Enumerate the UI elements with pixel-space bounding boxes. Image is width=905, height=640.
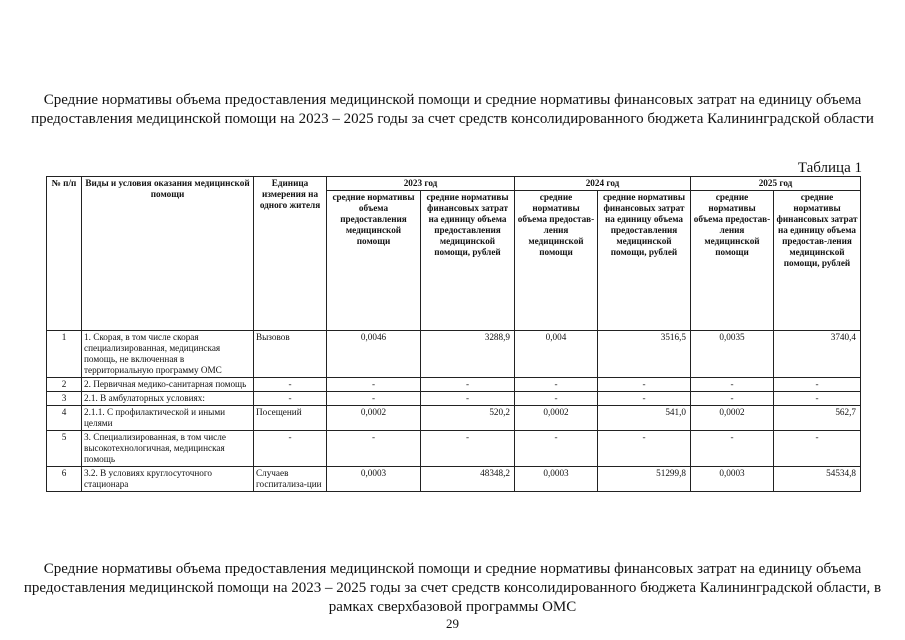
cost-2024: - bbox=[598, 392, 691, 406]
header-cost-2025: средние нормативы финансовых затрат на единицу объема предостав-ления медицинской помощи, рублей bbox=[774, 191, 861, 331]
volume-2023: 0,0002 bbox=[327, 406, 421, 431]
norms-table bbox=[46, 176, 861, 492]
volume-2024: 0,0003 bbox=[515, 467, 598, 492]
volume-2024: - bbox=[515, 378, 598, 392]
row-number: 3 bbox=[47, 392, 82, 406]
table-row bbox=[47, 431, 861, 467]
row-number: 6 bbox=[47, 467, 82, 492]
row-kind: 2. Первичная медико-санитарная помощь bbox=[82, 378, 254, 392]
cost-2023: - bbox=[421, 392, 515, 406]
row-kind: 3.2. В условиях круглосуточного стационара bbox=[82, 467, 254, 492]
cost-2025: 3740,4 bbox=[774, 331, 861, 378]
table-row bbox=[47, 378, 861, 392]
row-kind: 2.1.1. С профилактической и иными целями bbox=[82, 406, 254, 431]
cost-2024: 3516,5 bbox=[598, 331, 691, 378]
cost-2023: 48348,2 bbox=[421, 467, 515, 492]
row-unit: Вызовов bbox=[254, 331, 327, 378]
row-number: 2 bbox=[47, 378, 82, 392]
cost-2025: 54534,8 bbox=[774, 467, 861, 492]
header-kind: Виды и условия оказания медицинской помощи bbox=[82, 177, 254, 331]
header-year-2023: 2023 год bbox=[327, 177, 515, 191]
table-row bbox=[47, 467, 861, 492]
volume-2024: 0,004 bbox=[515, 331, 598, 378]
volume-2023: - bbox=[327, 392, 421, 406]
row-number: 4 bbox=[47, 406, 82, 431]
cost-2024: - bbox=[598, 431, 691, 467]
cost-2023: - bbox=[421, 378, 515, 392]
volume-2025: - bbox=[691, 392, 774, 406]
cost-2023: - bbox=[421, 431, 515, 467]
table-row bbox=[47, 392, 861, 406]
row-kind: 2.1. В амбулаторных условиях: bbox=[82, 392, 254, 406]
header-year-2024: 2024 год bbox=[515, 177, 691, 191]
row-unit: - bbox=[254, 392, 327, 406]
header-num: № п/п bbox=[47, 177, 82, 331]
volume-2023: - bbox=[327, 378, 421, 392]
row-number: 5 bbox=[47, 431, 82, 467]
header-cost-2024: средние нормативы финансовых затрат на единицу объема предоставления медицинской помощи, рублей bbox=[598, 191, 691, 331]
volume-2023: 0,0046 bbox=[327, 331, 421, 378]
page-number: 29 bbox=[446, 616, 459, 631]
volume-2025: 0,0035 bbox=[691, 331, 774, 378]
cost-2024: 541,0 bbox=[598, 406, 691, 431]
cost-2023: 520,2 bbox=[421, 406, 515, 431]
volume-2025: - bbox=[691, 378, 774, 392]
volume-2024: - bbox=[515, 392, 598, 406]
row-unit: - bbox=[254, 378, 327, 392]
header-volume-2023: средние нормативы объема предоставления медицинской помощи bbox=[327, 191, 421, 331]
volume-2024: - bbox=[515, 431, 598, 467]
row-kind: 3. Специализированная, в том числе высокотехнологичная, медицинская помощь bbox=[82, 431, 254, 467]
table-row bbox=[47, 331, 861, 378]
header-year-2025: 2025 год bbox=[691, 177, 861, 191]
cost-2025: - bbox=[774, 378, 861, 392]
cost-2023: 3288,9 bbox=[421, 331, 515, 378]
row-unit: Случаев госпитализа-ции bbox=[254, 467, 327, 492]
row-number: 1 bbox=[47, 331, 82, 378]
table-row bbox=[47, 406, 861, 431]
row-unit: Посещений bbox=[254, 406, 327, 431]
section-title: Средние нормативы объема предоставления медицинской помощи и средние нормативы финансовых затрат на единицу объема предоставления медицинской помощи на 2023 – 2025 годы за счет средств консолидированного бюджета Калининградской области, в рамках сверхбазовой программы ОМС bbox=[23, 561, 882, 615]
volume-2024: 0,0002 bbox=[515, 406, 598, 431]
cost-2025: 562,7 bbox=[774, 406, 861, 431]
volume-2023: - bbox=[327, 431, 421, 467]
cost-2025: - bbox=[774, 392, 861, 406]
cost-2025: - bbox=[774, 431, 861, 467]
volume-2025: 0,0002 bbox=[691, 406, 774, 431]
header-volume-2024: средние нормативы объема предостав-ления медицинской помощи bbox=[515, 191, 598, 331]
header-unit: Единица измерения на одного жителя bbox=[254, 177, 327, 331]
row-unit: - bbox=[254, 431, 327, 467]
header-volume-2025: средние нормативы объема предостав-ления медицинской помощи bbox=[691, 191, 774, 331]
header-cost-2023: средние нормативы финансовых затрат на единицу объема предоставления медицинской помощи, рублей bbox=[421, 191, 515, 331]
cost-2024: - bbox=[598, 378, 691, 392]
table-label: Таблица 1 bbox=[797, 160, 862, 176]
row-kind: 1. Скорая, в том числе скорая специализированная, медицинская помощь, не включенная в территориальную программу ОМС bbox=[82, 331, 254, 378]
volume-2025: - bbox=[691, 431, 774, 467]
volume-2025: 0,0003 bbox=[691, 467, 774, 492]
document-title: Средние нормативы объема предоставления медицинской помощи и средние нормативы финансовых затрат на единицу объема предоставления медицинской помощи на 2023 – 2025 годы за счет средств консолидированного бюджета Калининградской области bbox=[31, 92, 874, 127]
volume-2023: 0,0003 bbox=[327, 467, 421, 492]
cost-2024: 51299,8 bbox=[598, 467, 691, 492]
